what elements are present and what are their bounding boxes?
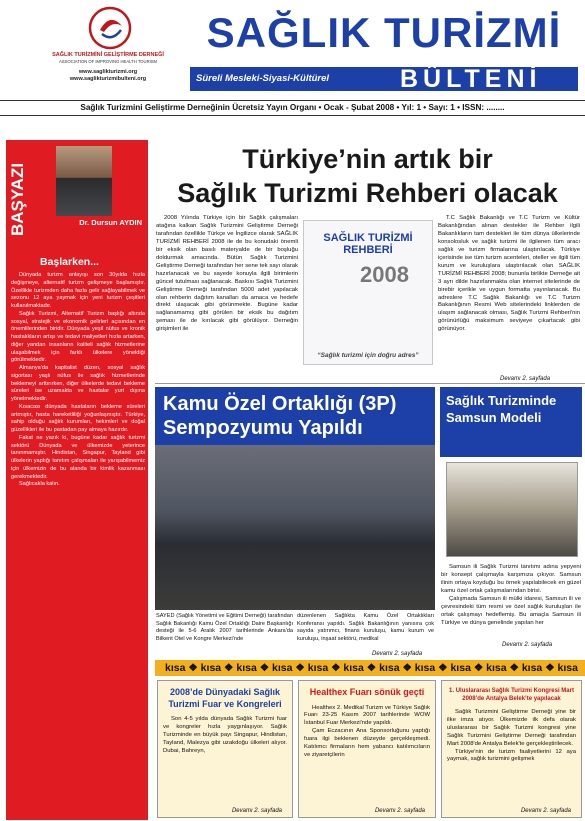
newsletter-title: SAĞLIK TURİZMİ xyxy=(206,9,562,56)
editorial-paragraph: Dünyada turizm anlayışı son 30yılda hızla değişmeye, alternatif turizm gelişmeye başlamıştır. Özellikle turizmden daha fazla gelir sağlayabilmek ve sezonu 12 aya yaymak için yeni turizm çeşitleri kullanılmaktadır. xyxy=(11,272,145,309)
continued-link[interactable]: Devamı 2. sayfada xyxy=(372,651,423,657)
org-web-links xyxy=(38,69,178,83)
editorial-label xyxy=(6,140,28,240)
news-box-healthex xyxy=(298,680,436,818)
section-divider xyxy=(155,383,585,384)
main-headline xyxy=(155,142,580,210)
issue-info-line: Sağlık Turizmini Geliştirme Derneğinin Ücretsiz Yayın Organı • Ocak - Şubat 2008 • Yıl: 1 • Sayı: 1 • ISSN: ........ xyxy=(0,100,585,116)
org-name: SAĞLIK TURİZMİNİ GELİŞTİRME DERNEĞİ xyxy=(52,52,164,58)
news-box-body xyxy=(299,701,435,760)
guide-cover-title: SAĞLIK TURİZMİ REHBERİ xyxy=(323,232,413,256)
headline-line-2: Sağlık Turizmi Rehberi olacak xyxy=(177,178,558,208)
continued-link[interactable]: Devamı 2. sayfada xyxy=(231,808,282,814)
guide-cover-caption: “Sağlık turizmi için doğru adres” xyxy=(317,352,419,359)
short-news-strip: kısa ❖ kısa ❖ kısa ❖ kısa ❖ kısa ❖ kısa ❖ kısa ❖ kısa ❖ kısa ❖ kısa ❖ kısa ❖ kısa xyxy=(155,660,585,676)
org-name-en: ASSOCIATION OF IMPROVING HEALTH TOURISM xyxy=(58,59,158,64)
news-box-congress xyxy=(441,680,582,818)
article3-paragraph: Çalışmada Samsun ili mülki idaresi, Samsun ili ve çevresindeki tüm resmi ve özel sağlık kuruluşları ile ortak çalışmayı hedeflemiş. Bu amaçla Samsun ili Türkiye ve dünya genelinde yapılan her xyxy=(441,596,581,626)
article3-headline: Sağlık Turizminde Samsun Modeli xyxy=(440,387,582,457)
article2-column-1: SAYED (Sağlık Yönetimi ve Eğitimi Derneği) tarafından Sağlık Bakanlığı Kamu Özel Ortaklığı Daire Başkanlığı desteği ile 5-6 Aralık 2007 tarihlerinde Ankara'da Bilkent Otel ve Kongre Merkezi'nde xyxy=(156,613,293,643)
continued-link[interactable]: Devamı 2. sayfada xyxy=(374,808,425,814)
news-box-paragraph: Çam Eczacının Ana Sponsorluğunu yaptığı fuara ilgi beklenen düzeyde gerçekleşmedi. Katılımcı firmaların hem yabancı katılımcıların ve ziyaretçilerin xyxy=(304,728,430,758)
author-photo xyxy=(56,146,112,216)
article1-column-1 xyxy=(156,215,298,334)
editorial-paragraph: Sağlık Turizmi, Alternatif Turizm başlığı altında sosyal, stratejik ve ekonomik gelirleri açısından en önemlilerinden biridir. Dünyada yeşil nüfus ve kronik hastalıkların artışı ve tedavi maliyetleri hızla artarken, diğer yandan insanların kaliteli sağlık hizmetlerine ulaşabilmek için farklı ülkelere yöneldiği görülmektedir. xyxy=(11,310,145,364)
editorial-paragraph: Kısacası dünyada hastaların bekleme süreleri artmıştır, hasta hareketliliği yoğunlaşmıştır. Türkiye, sahip olduğu sağlık kurumları, hekimleri ve doğal güzellikleri ile bu pastadan pay almaya hazırdır. xyxy=(11,403,145,433)
newsletter-bulten: BÜLTENİ xyxy=(400,65,542,93)
samsun-photo xyxy=(446,462,578,557)
news-box-body xyxy=(158,712,292,756)
article2-headline: Kamu Özel Ortaklığı (3P) Sempozyumu Yapıldı xyxy=(155,387,435,445)
news-box-fairs xyxy=(157,680,293,818)
web-link-1[interactable]: www.saglikturizmi.org xyxy=(78,69,138,75)
web-link-2[interactable]: www.saglikturizmibulteni.org xyxy=(69,76,147,82)
news-box-title: 2008’de Dünyadaki Sağlık Turizmi Fuar ve Kongreleri xyxy=(168,687,282,709)
author-name: Dr. Dursun AYDIN xyxy=(79,218,142,227)
symposium-photo xyxy=(155,445,435,610)
editorial-paragraph: Fakat ne yazık ki, bugüne kadar sağlık turizmi sektörü Dünyada ve ülkemizde yeterince tanınmamıştır. Hindistan, Singapur, Tayland gibi ülkelerin yaptığı tanıtım çalışmaları ile yarışabilmemiz için ülkemizin de bu alanda bir kimlik kazanması gerekmektedir. xyxy=(11,434,145,480)
news-box-paragraph: Türkiye'nin de turizm faaliyetlerini 12 aya yaymak, sağlık turizmini gelişmek xyxy=(447,748,576,763)
news-box-body xyxy=(442,705,581,764)
article1-column-2 xyxy=(438,215,580,334)
continued-link[interactable]: Devamı 2. sayfada xyxy=(520,808,571,814)
editorial-signoff: Sağlıcakla kalın. xyxy=(19,481,60,488)
association-logo-icon xyxy=(88,6,132,50)
news-box-paragraph: Healthex 2. Medikal Turizm ve Türkiye Sağlık Fuarı 23-25 Kasım 2007 tarihlerinde WOW İstanbul Fuar Merkezi'nde yapıldı. xyxy=(304,704,430,727)
editorial-paragraph: Almanya'da kapitalist düzen, sosyal sağlık sigortası yaşlı nüfus ile sağlık hizmetlerinde beklemeyi arttırırken, diğer ülkelerde tedavi bekleme süreleri ise uzamakta ve hastalar yurt dışına yönelmektedir. xyxy=(11,365,145,402)
article1-paragraph: T.C Sağlık Bakanlığı ve T.C Turizm ve Kültür Bakanlığından alınan destekler ile Rehber ilgili Bakanlıkların tam destekleri ile tüm dünya ülkelerinde konsolosluk ve sağlık turizmi ile ilgilenen tüm aracı sağlık ve turizm firmalarına ulaştırılacak. Türkiye içerisinde ise tüm turizm acenteleri, oteller ve ilgili tüm kurum ve kuruluşlara ulaştırılacak olan SAĞLIK TURİZMİ REHBERİ 2008; bununla birlikte Derneğe ait 3 ayrı dilde hazırlanmakta olan internet sitelerinde de birebir içerikle ve uygun formatta yayınlanacak. Bu adreslere T.C Sağlık Bakanlığı ve T.C Turizm Bakanlığının Resmi Web sitelerindeki linklerden de ulaşım sağlanacak olması, Sağlık Turizmi Rehberi'nin görünürlüğü maksimum seviyeye çıkartacak gibi görünüyor. xyxy=(438,215,580,333)
article1-paragraph: 2008 Yılında Türkiye için bir Sağlık çalışmaları atağına kalkan Sağlık Turizmini Geliştirme Derneği tarafından özellikle Türkçe ve İngilizce olarak SAĞLIK TURİZMİ REHBERİ 2008 ile de bu konudaki önemli bir eksik olan basılı materyalde de bir boşluğu doldurmak amacında. Bütün Sağlık Turizmini Geliştirme Derneği tarafından her sene tek sayı olarak hazırlanacak ve bu sayede konuyla ilgili birimlerin güncel tutulması sağlanacak. Baskısı Sağlık Turizmini Geliştirme Derneği tarafından 5000 adet yapılacak olan rehberin dağıtım kanalları da amaca ve hedefe direkt ulaşacak gibi görünmekte. Bugüne kadar sağlanamamış gibi görülen bir eksik bu dağıtım şeması ile de kırılacak gibi görülüyor. Derneğin girişimleri ile xyxy=(156,215,298,333)
article3-paragraph: Samsun ili Sağlık Turizmi tanıtımı adına yepyeni bir konsept çalışmayla karşımıza çıkıyor. Samsun ilinin ortaya koyduğu bu örnek yapılabilecek en güzel kamu özel ortak çalışmalarından birisi. xyxy=(441,564,581,594)
article2-column-2: düzenlenen Sağlıkta Kamu Özel Ortaklıkları Konferansı yapıldı. Sağlık Bakanlığının yanısıra çok sayıda yatırımcı, finans kuruluşu, kamu kurum ve kuruluşu, inşaat sektörü, medikal xyxy=(297,613,434,643)
editorial-heading: Başlarken... xyxy=(40,256,99,268)
headline-line-1: Türkiye’nin artık bir xyxy=(242,144,493,174)
continued-link[interactable]: Devamı 2. sayfada xyxy=(500,376,551,382)
news-box-paragraph: Sağlık Turizmini Geliştirme Derneği yine bir ilke imza atıyor. Ülkemizde ilk defa olarak uluslararası bir Sağlık Turizmi kongresi yine Sağlık Turizmini Geliştirme Derneği tarafından Mart 2008'de Antalya Belek'te gerçekleştirilecek. xyxy=(447,709,576,747)
guide-cover-year: 2008 xyxy=(360,262,409,287)
continued-link[interactable]: Devamı 2. sayfada xyxy=(502,642,553,648)
editorial-label-text: BAŞYAZI xyxy=(8,162,27,236)
article3-body xyxy=(441,563,581,627)
news-box-paragraph: Son 4-5 yılda dünyada Sağlık Turizmi fuar ve kongreler hızla yaygınlaşıyor. Sağlık Turizminde en büyük payı Singapur, Hindistan, Tayland, Malezya gibi uzakdoğu ülkeleri alıyor. Dubai, Bahreyn, xyxy=(163,716,287,754)
newsletter-subtitle: Süreli Mesleki-Siyasi-Kültürel xyxy=(196,73,330,84)
editorial-body xyxy=(11,272,145,489)
news-box-title: 1. Uluslararası Sağlık Turizmi Kongresi Mart 2008’de Antalya Belek’te yapılacak xyxy=(449,688,574,702)
news-box-title: Healthex Fuarı sönük geçti xyxy=(309,687,425,697)
